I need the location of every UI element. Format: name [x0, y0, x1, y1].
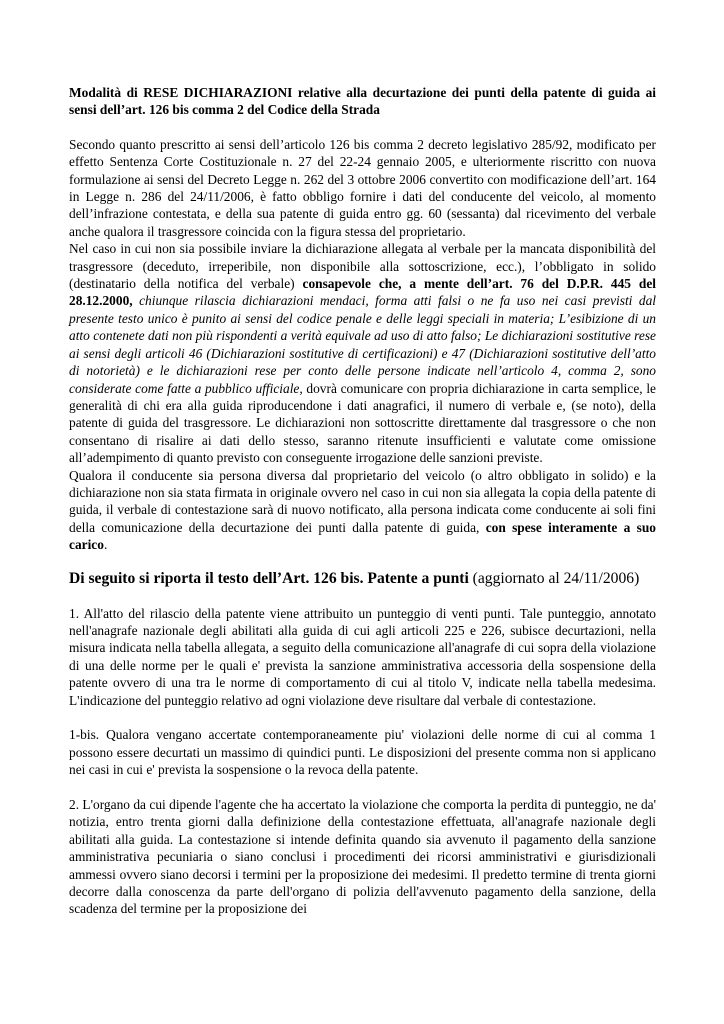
intro-paragraph-1: Secondo quanto prescritto ai sensi dell’articolo 126 bis comma 2 decreto legislativo 285/92, modificato per effetto Sentenza Corte Costituzionale n. 27 del 22-24 gennaio 2005, e ulteriormente riscritto con nuova formulazione ai sensi del Decreto Legge n. 262 del 3 ottobre 2006 convertito con modificazione dell’art. 164 in Legge n. 286 del 24/11/2006, è fatto obbligo fornire i dati del conducente del veicolo, al momento dell’infrazione contestata, e della sua patente di guida entro gg. 60 (sessanta) dal ricevimento del verbale anche qualora il trasgressore coincida con la figura stessa del proprietario.: [69, 136, 656, 239]
intro-paragraph-2-italic: chiunque rilascia dichiarazioni mendaci, forma atti falsi o ne fa uso nei casi previsti dal presente testo unico è punito ai sensi del codice penale e delle leggi speciali in materia; L’esibizione di un atto contenete dati non più rispondenti a verità equivale ad uso di atto falso; Le dichiarazioni sostitutive rese ai sensi degli articoli 46 (Dichiarazioni sostitutive di certificazioni) e 47 (Dichiarazioni sostitutive dell’atto di notorietà) e le dichiarazioni rese per conto delle persone indicate nell’articolo 4, comma 2, sono considerate come fatte a pubblico ufficiale,: [69, 293, 656, 396]
intro-paragraph-2-text-b: dovrà comunicare con propria dichiarazione in carta semplice, le generalità di chi era alla guida riproducendone i dati anagrafici, il numero di verbale e, (se noto), della patente di guida del trasgressore. Le dichiarazioni non sottoscritte direttamente dal trasgressore o che non consentano di risalire ai dati dello stesso, saranno ritenute insufficienti e valutate come omissione all’adempimento di quanto previsto con conseguente irrogazione delle sanzioni previste.: [69, 380, 656, 466]
intro-paragraph-3-text: Qualora il conducente sia persona diversa dal proprietario del veicolo (o altro obbligato in solido) e la dichiarazione non sia stata firmata in originale ovvero nel caso in cui non sia allegata la copia della patente di guida, il verbale di contestazione sarà di nuovo notificato, alla persona indicata come conducente ai soli fini della comunicazione della decurtazione dei punti dalla patente di guida,: [69, 467, 656, 535]
intro-paragraph-2: [69, 240, 656, 466]
article-paragraph-1-bis: 1-bis. Qualora vengano accertate contemporaneamente piu' violazioni delle norme di cui al comma 1 possono essere decurtati un massimo di quindici punti. Le disposizioni del presente comma non si applicano nei casi in cui e' prevista la sospensione o la revoca della patente.: [69, 727, 656, 778]
section-heading: [69, 569, 656, 588]
intro-paragraph-3-bold: con spese interamente a suo carico: [69, 519, 656, 553]
article-paragraph-1: 1. All'atto del rilascio della patente viene attribuito un punteggio di venti punti. Tale punteggio, annotato nell'anagrafe nazionale degli abilitati alla guida di cui agli articoli 225 e 226, subisce decurtazioni, nella misura indicata nella tabella allegata, a seguito della comunicazione all'anagrafe di cui sopra della violazione di una delle norme per le quali e' prevista la sanzione amministrativa accessoria della sospensione della patente ovvero di una tra le norme di comportamento di cui al titolo V, indicate nella tabella medesima. L'indicazione del punteggio relativo ad ogni violazione deve risultare dal verbale di contestazione.: [69, 605, 656, 708]
intro-paragraph-3-end: .: [103, 537, 108, 553]
section-heading-date: (aggiornato al 24/11/2006): [468, 569, 640, 587]
article-paragraph-2: 2. L'organo da cui dipende l'agente che ha accertato la violazione che comporta la perdita di punteggio, ne da' notizia, entro trenta giorni dalla definizione della contestazione effettuata, all'anagrafe nazionale degli abilitati alla guida. La contestazione si intende definita quando sia avvenuto il pagamento della sanzione amministrativa pecuniaria o siano conclusi i procedimenti dei ricorsi amministrativi e giurisdizionali ammessi ovvero siano decorsi i termini per la proposizione dei medesimi. Il predetto termine di trenta giorni decorre dalla conoscenza da parte dell'organo di polizia dell'avvenuto pagamento della sanzione, della scadenza del termine per la proposizione dei: [69, 797, 656, 917]
section-heading-bold: Di seguito si riporta il testo dell’Art. 126 bis. Patente a punti: [69, 569, 469, 587]
intro-paragraph-2-text-a: Nel caso in cui non sia possibile inviare la dichiarazione allegata al verbale per la mancata disponibilità del trasgressore (deceduto, irreperibile, non disponibile alla sottoscrizione, ecc.), l’obbligato in solido (destinatario della notifica del verbale): [69, 241, 656, 292]
intro-paragraph-2-bold: consapevole che, a mente dell’art. 76 del D.P.R. 445 del 28.12.2000,: [69, 276, 656, 309]
intro-paragraph-3: [69, 467, 656, 554]
document-title: Modalità di RESE DICHIARAZIONI relative alla decurtazione dei punti della patente di guida ai sensi dell’art. 126 bis comma 2 del Codice della Strada: [69, 85, 656, 118]
